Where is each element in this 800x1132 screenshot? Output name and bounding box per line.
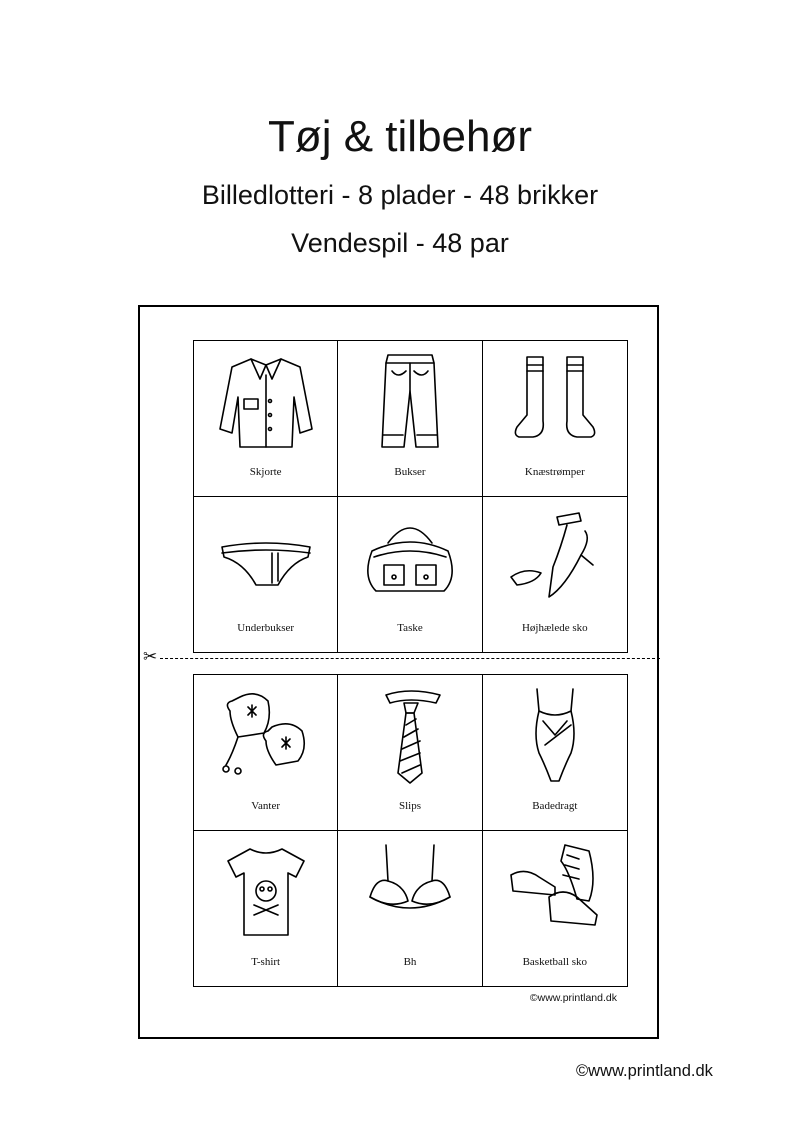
page-subtitle-memory: Vendespil - 48 par xyxy=(291,228,509,258)
sheet-copyright: ©www.printland.dk xyxy=(529,992,617,1004)
sneakers-icon xyxy=(505,841,605,941)
underpants-icon xyxy=(216,507,316,607)
page-copyright: ©www.printland.dk xyxy=(576,1062,713,1080)
card-label: Bukser xyxy=(394,465,426,478)
bag-icon xyxy=(360,507,460,607)
card-label: Basketball sko xyxy=(522,956,588,968)
card-label: Slips xyxy=(398,799,421,812)
card-knee-socks xyxy=(483,341,627,497)
card-label: Højhælede sko xyxy=(521,622,588,634)
card-label: Taske xyxy=(397,622,423,634)
card-label: Badedragt xyxy=(532,799,578,812)
card-label: Knæstrømper xyxy=(524,465,585,478)
card-tie xyxy=(338,675,482,831)
cut-line xyxy=(160,658,660,659)
card-grid-top xyxy=(193,340,628,653)
knee-socks-icon xyxy=(505,351,605,451)
page-title: Tøj & tilbehør xyxy=(267,112,533,161)
card-tshirt xyxy=(194,831,338,987)
card-mittens xyxy=(194,675,338,831)
card-swimsuit xyxy=(483,675,627,831)
high-heels-icon xyxy=(505,507,605,607)
card-grid-bottom xyxy=(193,674,628,987)
trousers-icon xyxy=(360,351,460,451)
card-label: T-shirt xyxy=(251,956,281,968)
mittens-icon xyxy=(216,685,316,785)
card-sheet xyxy=(138,305,659,1039)
card-trousers xyxy=(338,341,482,497)
tie-icon xyxy=(360,685,460,785)
card-bag xyxy=(338,497,482,653)
card-bra xyxy=(338,831,482,987)
scissors-icon: ✂ xyxy=(143,647,158,666)
card-sneakers xyxy=(483,831,627,987)
page-subtitle-lottery: Billedlotteri - 8 plader - 48 brikker xyxy=(201,180,599,210)
card-label: Underbukser xyxy=(237,622,295,634)
bra-icon xyxy=(360,841,460,941)
card-underpants xyxy=(194,497,338,653)
card-label: Skjorte xyxy=(249,465,282,478)
card-label: Vanter xyxy=(251,799,281,812)
card-shirt xyxy=(194,341,338,497)
swimsuit-icon xyxy=(505,685,605,785)
card-high-heels xyxy=(483,497,627,653)
tshirt-icon xyxy=(216,841,316,941)
card-label: Bh xyxy=(403,956,417,968)
shirt-icon xyxy=(216,351,316,451)
